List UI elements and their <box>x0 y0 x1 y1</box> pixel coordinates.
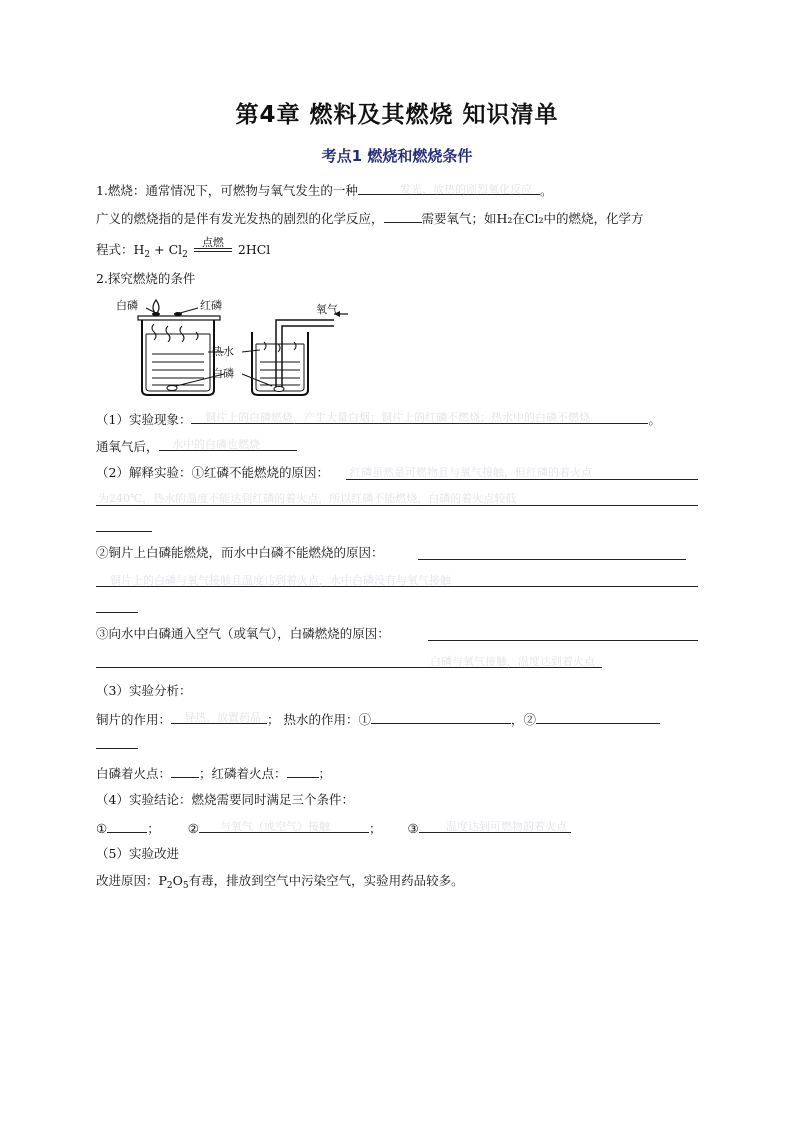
conclusion-heading: （4）实验结论：燃烧需要同时满足三个条件： <box>96 792 354 807</box>
equation-cl-sub: 2 <box>182 250 188 260</box>
explain-blank-1c[interactable] <box>96 531 152 532</box>
explain-blank-2c[interactable] <box>96 612 138 613</box>
white-ignition-blank[interactable] <box>171 764 199 778</box>
steam-left <box>152 324 198 342</box>
broad-definition-line <box>96 209 644 227</box>
condition-text: 点燃 <box>201 236 224 249</box>
explain-p2-line <box>96 545 384 561</box>
water-sep: ，② <box>511 712 537 727</box>
cond3-label: ③ <box>407 821 419 836</box>
white-phosphorus-top <box>152 312 160 316</box>
red-ignition-blank[interactable] <box>287 764 319 778</box>
definition-text: 1.燃烧：通常情况下，可燃物与氧气发生的一种 <box>96 183 358 198</box>
broad-definition-text: 广义的燃烧指的是伴有发光发热的剧烈的化学反应， <box>96 211 384 226</box>
red-ignition-label: ；红磷着火点： <box>199 766 287 781</box>
faded-answer-5: 为240℃，热水的温度不能达到红磷的着火点，所以红磷不能燃烧，白磷的着火点较低 <box>98 492 517 505</box>
copper-label: 铜片的作用： <box>96 712 172 727</box>
water-blank-3[interactable] <box>96 748 138 749</box>
reason-part-c: 有毒，排放到空气中污染空气，实验用药品较多。 <box>188 873 464 888</box>
left-graduation-lines <box>152 354 204 385</box>
explain-p3-line <box>96 626 390 642</box>
cond1-sep: ； <box>147 821 160 836</box>
reason-sub-2: 5 <box>182 881 189 891</box>
oxygen-label: 通氧气后， <box>96 439 159 454</box>
reaction-condition <box>194 236 232 260</box>
equation-prefix: 程式： <box>96 242 134 257</box>
ignition-end: ； <box>318 766 332 781</box>
cond1-label: ① <box>96 821 108 836</box>
observation-label: （1）实验现象： <box>96 412 192 427</box>
explain-blank-2a[interactable] <box>418 559 686 560</box>
analysis-heading: （3）实验分析： <box>96 683 192 698</box>
white-ignition-label: 白磷着火点： <box>96 766 172 781</box>
equation-h: H <box>133 242 145 257</box>
explain-blank-3a[interactable] <box>428 640 698 641</box>
label-white-phosphorus-top: 白磷 <box>116 299 138 312</box>
broad-definition-tail: 需要氧气；如H₂在Cl₂中的燃烧，化学方 <box>421 211 644 226</box>
reason-part-a: 改进原因：P <box>96 873 167 888</box>
page-title: 第4章 燃料及其燃烧 知识清单 <box>235 102 559 128</box>
faded-answer-2: 铜片上的白磷燃烧，产生大量白烟；铜片上的红磷不燃烧；热水中的白磷不燃烧 <box>205 411 590 424</box>
observation-end: 。 <box>648 412 661 427</box>
cond2-sep: ； <box>368 821 382 836</box>
cond2-label: ② <box>187 821 199 836</box>
equation-cl: + Cl <box>154 242 183 257</box>
explain-p2-label: ②铜片上白磷能燃烧，而水中白磷不能燃烧的原因： <box>96 545 384 560</box>
equation-h-sub: 2 <box>144 250 151 260</box>
faded-answer-1: 发光、放热的剧烈氧化反应 <box>400 183 532 196</box>
copper-plate <box>138 316 220 320</box>
section-title: 考点1 燃烧和燃烧条件 <box>321 147 473 165</box>
label-white-phosphorus-bottom: 白磷 <box>212 367 234 380</box>
equals-sign <box>194 248 232 252</box>
white-phosphorus-bottom <box>167 386 177 391</box>
label-red-phosphorus: 红磷 <box>200 299 222 312</box>
faded-answer-8: 导热、放置药品 <box>184 711 261 724</box>
faded-answer-3: 水中的白磷也燃烧 <box>172 438 260 451</box>
faded-answer-4: 红磷虽然是可燃物且与氧气接触，但红磷的着火点 <box>350 466 592 479</box>
right-beaker <box>252 332 308 395</box>
equation-product: 2HCl <box>237 242 271 257</box>
faded-answer-10: 温度达到可燃物的着火点 <box>446 820 567 833</box>
cond1-blank[interactable] <box>107 819 147 833</box>
label-hot-water: 热水 <box>212 345 234 358</box>
faded-answer-6: 铜片上的白磷与氧气接触且温度达到着火点，水中白磷没有与氧气接触 <box>110 574 451 587</box>
reason-part-b: O <box>172 873 183 888</box>
reason-sub-1: 2 <box>166 881 173 891</box>
right-beaker-inner <box>256 344 304 391</box>
ignition-line <box>96 764 331 782</box>
equation-line <box>96 236 271 263</box>
explain-label: （2）解释实验：①红磷不能燃烧的原因： <box>96 465 329 480</box>
analysis-line <box>96 710 660 728</box>
water-label: ； 热水的作用：① <box>267 712 371 727</box>
faded-answer-7: 白磷与氧气接触，温度达到着火点 <box>430 655 595 668</box>
explain-p3-label: ③向水中白磷通入空气（或氧气），白磷燃烧的原因： <box>96 626 390 641</box>
experiment-heading: 2.探究燃烧的条件 <box>96 271 196 286</box>
broad-definition-blank[interactable] <box>384 209 422 223</box>
oxygen-tube <box>276 320 334 389</box>
explain-line <box>96 465 329 481</box>
label-oxygen: 氧气 <box>316 303 338 316</box>
improvement-reason <box>96 873 464 894</box>
water-blank-1[interactable] <box>371 710 511 724</box>
definition-end: 。 <box>539 183 553 198</box>
faded-answer-9: 与氧气（或空气）接触 <box>220 820 330 833</box>
water-blank-2[interactable] <box>536 710 660 724</box>
improvement-heading: （5）实验改进 <box>96 846 179 861</box>
